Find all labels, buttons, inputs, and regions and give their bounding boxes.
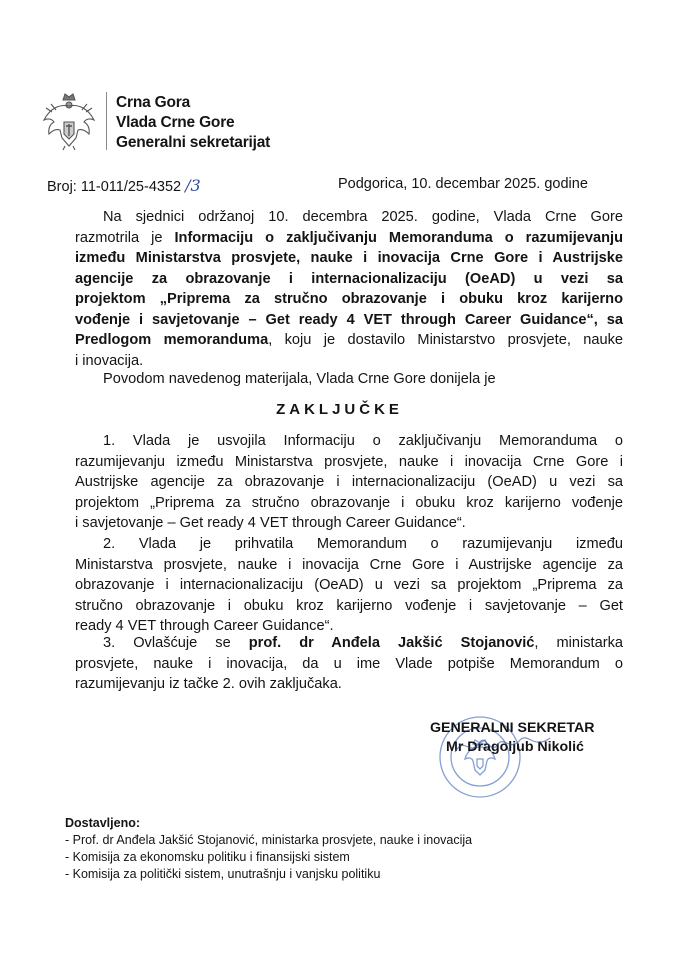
conclusion-line: Austrijske agencije za obrazovanje i internacionalizaciju (OeAD) u vezi sa	[75, 474, 623, 490]
conclusion-line: 2. Vlada je prihvatila Memorandum o razumijevanju između	[103, 536, 623, 552]
header-government: Vlada Crne Gore	[116, 114, 235, 131]
conclusion-line: stručno obrazovanje i obuku kroz karijerno vođenje i savjetovanje – Get	[75, 597, 623, 614]
conclusion-line: razumijevanju iz tačke 2. ovih zaključaka.	[75, 676, 342, 692]
conclusion-2	[75, 534, 623, 637]
signatory-name: Mr Dragoljub Nikolić	[446, 739, 584, 755]
conclusion-line: 1. Vlada je usvojila Informaciju o zaključivanju Memoranduma o	[103, 433, 623, 449]
intro-line: Predlogom memoranduma, koju je dostavilo Ministarstvo prosvjete, nauke	[75, 332, 624, 348]
povodom-line: Povodom navedenog materijala, Vlada Crne Gore donijela je	[103, 371, 496, 387]
header-country: Crna Gora	[116, 94, 190, 111]
header-secretariat: Generalni sekretarijat	[116, 134, 271, 151]
section-heading: ZAKLJUČKE	[276, 401, 403, 418]
header-divider	[106, 92, 107, 150]
reference-number-text: Broj: 11-011/25-4352	[47, 179, 182, 195]
conclusion-line: projektom „Priprema za stručno obrazovanje i obuku kroz karijerno vođenje	[75, 494, 623, 511]
intro-line: i inovacija.	[75, 352, 144, 369]
coat-of-arms-icon	[38, 92, 100, 152]
conclusion-3	[75, 633, 623, 695]
intro-line: agencije za obrazovanje i internacionalizaciju (OeAD) u vezi sa	[75, 270, 623, 287]
conclusion-line: ready 4 VET through Career Guidance“.	[75, 618, 334, 634]
handwritten-signature-icon	[450, 730, 560, 760]
intro-paragraph	[75, 207, 623, 371]
conclusion-line: Ministarstva prosvjete, nauke i inovacija Crne Gore i Austrijske agencije za	[75, 556, 623, 573]
signatory-title: GENERALNI SEKRETAR	[430, 720, 595, 736]
reference-handwritten: /3	[185, 176, 201, 195]
conclusion-line: razumijevanju između Ministarstva prosvjete, nauke i inovacija Crne Gore i	[75, 453, 623, 470]
reference-number	[47, 176, 201, 195]
distribution-item: - Prof. dr Anđela Jakšić Stojanović, ministarka prosvjete, nauke i inovacija	[65, 833, 473, 847]
conclusion-line: i savjetovanje – Get ready 4 VET through Career Guidance“.	[75, 515, 466, 531]
intro-line: razmotrila je Informaciju o zaključivanju Memoranduma o razumijevanju	[75, 229, 624, 246]
conclusion-line: 3. Ovlašćuje se prof. dr Anđela Jakšić Stojanović, ministarka	[103, 635, 624, 651]
conclusion-line: prosvjete, nauke i inovacija, da u ime Vlade potpiše Memorandum o	[75, 655, 623, 672]
distribution-title: Dostavljeno:	[65, 816, 141, 830]
intro-line: između Ministarstva prosvjete, nauke i inovacija Crne Gore i Austrijske	[75, 250, 623, 266]
distribution-item: - Komisija za ekonomsku politiku i finansijski sistem	[65, 850, 350, 864]
intro-line: vođenje i savjetovanje – Get ready 4 VET through Career Guidance“, sa	[75, 311, 623, 328]
distribution-item: - Komisija za politički sistem, unutrašnju i vanjsku politiku	[65, 867, 381, 881]
intro-line: projektom „Priprema za stručno obrazovanje i obuku kroz karijerno	[75, 291, 623, 307]
conclusion-line: obrazovanje i internacionalizaciju (OeAD) u vezi sa projektom „Priprema za	[75, 577, 623, 593]
intro-line: Na sjednici održanoj 10. decembra 2025. godine, Vlada Crne Gore	[103, 209, 623, 225]
place-date: Podgorica, 10. decembar 2025. godine	[338, 176, 588, 192]
conclusion-1	[75, 431, 623, 534]
